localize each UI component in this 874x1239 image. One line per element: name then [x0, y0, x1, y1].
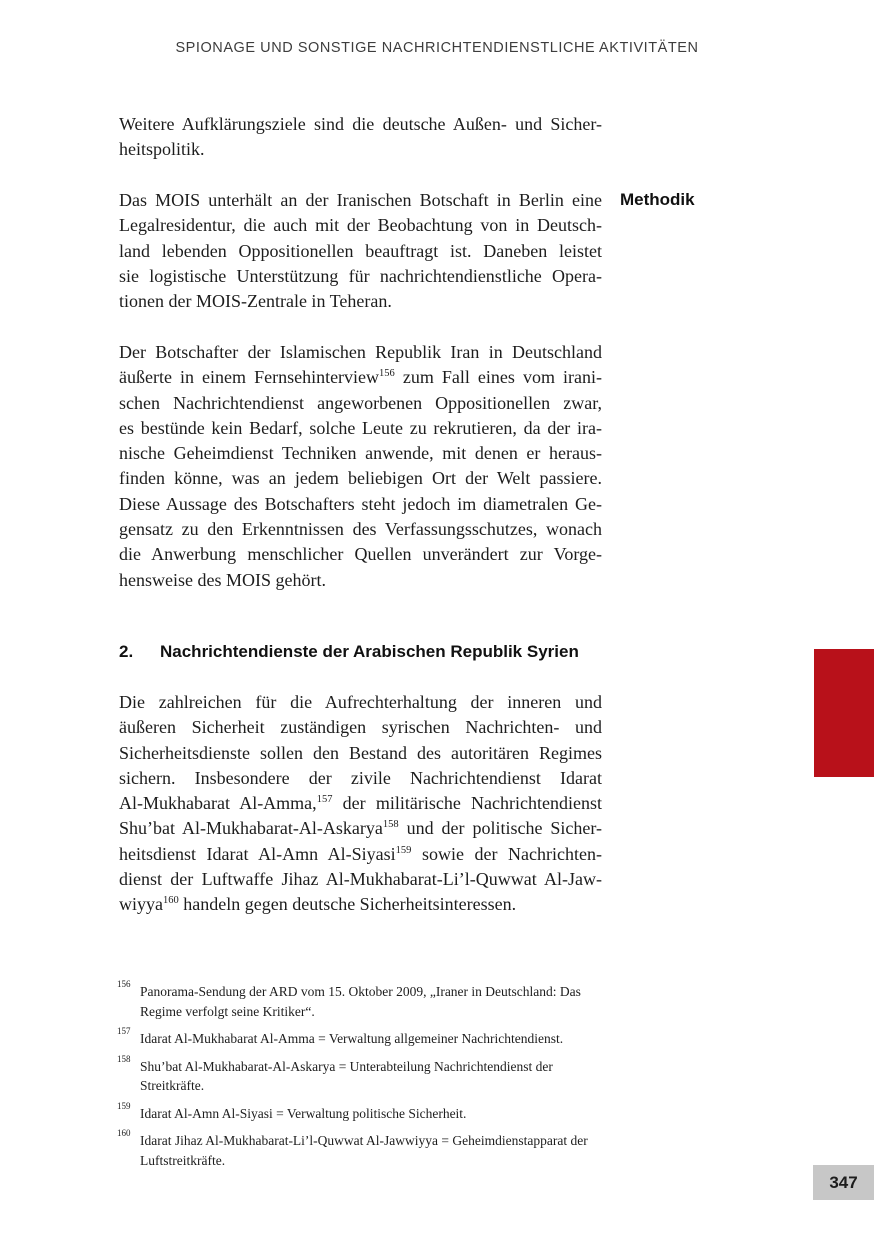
footnote-number: 158 [117, 1053, 131, 1064]
footnote-text: Idarat Jihaz Al-Mukhabarat-Li’l-Quwwat Al-Jawwiyya = Geheimdienstapparat der Luftstreitkräfte. [140, 1133, 588, 1168]
text-line: nische Geheimdienst Techniken anwende, mit denen er heraus- [119, 443, 602, 464]
text-line: äußeren Sicherheit zuständigen syrischen Nachrichten- und [119, 717, 602, 738]
text-line: Das MOIS unterhält an der Iranischen Botschaft in Berlin eine [119, 190, 602, 210]
footnote-item [117, 1053, 607, 1096]
footnote-item [117, 1026, 607, 1049]
text-line: schen Nachrichtendienst angeworbenen Oppositionellen zwar, [119, 392, 602, 413]
chapter-tab-marker [814, 649, 874, 777]
text-line: äußerte in einem Fernsehinterview$^{156}$ zum Fall eines vom irani- [119, 367, 602, 388]
text-line: Al-Mukhabarat Al-Amma,$^{157}$ der militärische Nachrichtendienst [119, 793, 603, 814]
footnote-reference: 158 [382, 819, 399, 831]
text-line: Shu’bat Al-Mukhabarat-Al-Askarya$^{158}$ und der politische Sicher- [119, 818, 602, 839]
footnote-text: Panorama-Sendung der ARD vom 15. Oktober 2009, „Iraner in Deutschland: Das Regime verfolgt seine Kritiker“. [140, 984, 581, 1019]
footnote-text: Idarat Al-Mukhabarat Al-Amma = Verwaltung allgemeiner Nachrichtendienst. [140, 1031, 564, 1046]
footnote-text: Idarat Al-Amn Al-Siyasi = Verwaltung politische Sicherheit. [140, 1105, 467, 1121]
footnote-reference: 160 [163, 895, 179, 907]
running-header: SPIONAGE UND SONSTIGE NACHRICHTENDIENSTLICHE AKTIVITÄTEN [175, 40, 699, 56]
section-title: Nachrichtendienste der Arabischen Republik Syrien [160, 642, 579, 661]
text-line: finden könne, was an jedem beliebigen Ort der Welt passiere. [119, 468, 602, 489]
text-line: tionen der MOIS-Zentrale in Teheran. [119, 291, 392, 312]
margin-note-methodik: Methodik [620, 190, 695, 209]
text-line: dienst der Luftwaffe Jihaz Al-Mukhabarat-Li’l-Quwwat Al-Jaw- [119, 869, 602, 890]
text-line: wiyya$^{160}$ handeln gegen deutsche Sicherheitsinteressen. [119, 894, 517, 915]
footnote-number: 157 [117, 1026, 131, 1036]
footnote-item [117, 1100, 607, 1124]
text-line: Legalresidentur, die auch mit der Beobachtung von in Deutsch- [119, 215, 602, 236]
text-line: gensatz zu den Erkenntnissen des Verfassungsschutzes, wonach [119, 519, 602, 540]
text-line: Weitere Aufklärungsziele sind die deutsche Außen- und Sicher- [119, 114, 602, 134]
text-line: Diese Aussage des Botschafters steht jedoch im diametralen Ge- [119, 493, 602, 514]
page-number-badge [813, 1165, 874, 1200]
text-line: Der Botschafter der Islamischen Republik Iran in Deutschland [119, 342, 602, 362]
paragraph-syrische-dienste [119, 690, 602, 918]
section-heading [119, 642, 602, 662]
footnote-reference: 159 [395, 844, 412, 856]
text-line: Sicherheitsdienste sollen den Bestand des autoritären Regimes [119, 742, 602, 763]
footnote-number: 159 [117, 1100, 131, 1111]
paragraph-botschafter-interview [119, 340, 602, 593]
footnote-number: 160 [117, 1128, 131, 1138]
section-number: 2. [119, 642, 134, 661]
footnote-item [117, 1128, 607, 1170]
text-line: sie logistische Unterstützung für nachrichtendienstliche Opera- [119, 265, 602, 286]
text-line: heitspolitik. [119, 139, 205, 160]
text-line: sichern. Insbesondere der zivile Nachrichtendienst Idarat [119, 767, 602, 788]
text-line: Die zahlreichen für die Aufrechterhaltung der inneren und [119, 692, 602, 712]
footnote-reference: 157 [316, 794, 333, 806]
text-line: land lebenden Oppositionellen beauftragt ist. Daneben leistet [119, 240, 602, 261]
text-line: hensweise des MOIS gehört. [119, 569, 326, 590]
text-line: es bestünde kein Bedarf, solche Leute zu rekrutieren, da der ira- [119, 417, 602, 438]
footnote-reference: 156 [379, 368, 395, 380]
footnote-number: 156 [117, 979, 131, 989]
text-line: die Anwerbung menschlicher Quellen unverändert zur Vorge- [119, 544, 602, 565]
text-line: heitsdienst Idarat Al-Amn Al-Siyasi$^{159}$ sowie der Nachrichten- [119, 843, 602, 864]
paragraph-mois-legalresidentur [119, 188, 602, 314]
footnotes-section [117, 979, 607, 1178]
page-number: 347 [829, 1172, 858, 1192]
footnote-text: Shu’bat Al-Mukhabarat-Al-Askarya = Unterabteilung Nachrichtendienst der Streitkräfte. [140, 1058, 553, 1093]
footnote-item [117, 979, 607, 1021]
paragraph-aufklaerungsziele [119, 112, 602, 163]
